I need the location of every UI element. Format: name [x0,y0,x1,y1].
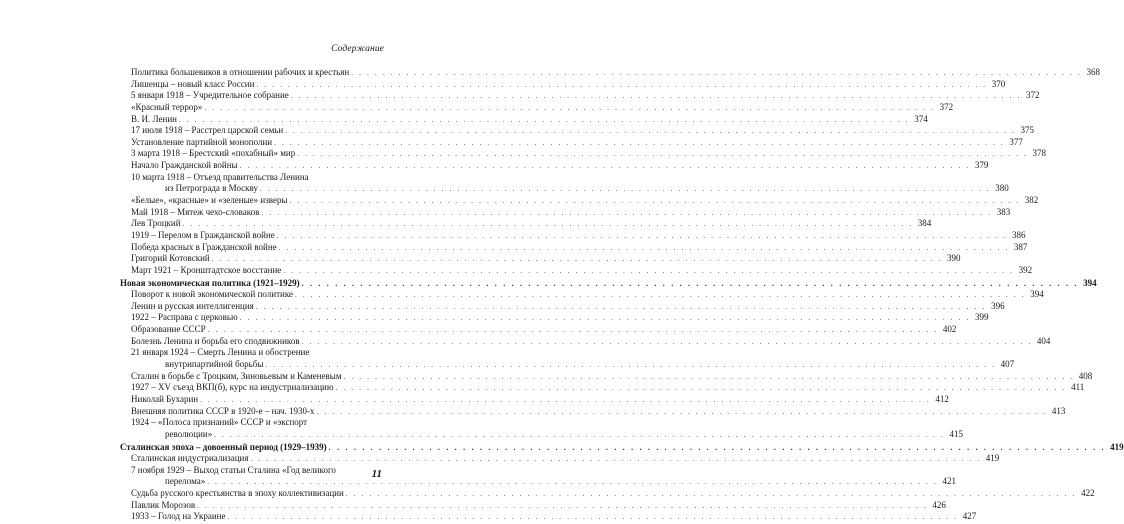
dot-leader [179,115,910,127]
toc-entry [120,229,1026,242]
toc-page-number: 404 [1036,335,1051,346]
toc-entry [120,206,1011,219]
toc-entry-title: из Петрограда в Москву [165,183,258,194]
toc-entry [120,335,1051,348]
toc-entry-title: Победа красных в Гражданской войне [131,241,277,252]
toc-entry-title: Политика большевиков в отношении рабочих и крестьян [131,67,350,77]
toc-page-number: 380 [995,183,1009,194]
toc-page-number: 396 [991,300,1005,311]
toc-entry-title: 1927 – XV съезд ВКП(б), курс на индустриализацию [131,382,334,393]
toc-entry [120,264,1033,277]
toc-page-number: 378 [1032,148,1046,159]
toc-entry-title: Сталинская индустриализация [131,453,249,464]
dot-leader [208,325,939,337]
dot-leader [274,138,1005,150]
toc-entry [120,113,928,126]
toc-page-number: 407 [1000,359,1015,370]
toc-entry-title: Лев Троцкий [131,218,181,229]
toc-entry [120,78,1006,91]
toc-entry [120,370,1093,383]
toc-entry-title: 17 июля 1918 – Расстрел царской семьи [131,125,284,136]
toc-entry [120,347,384,359]
toc-entry [120,101,954,114]
toc-entry-title: «Белые», «красные» и «зеленые» изверы [131,195,288,206]
toc-entry [120,465,384,477]
dot-leader [283,266,1014,278]
dot-leader [261,208,992,220]
toc-page-number: 377 [1009,136,1023,147]
toc-entry-title: «Красный террор» [131,101,203,112]
toc-entry-title: 1924 – «Полоса признаний» СССР и «экспорт [131,417,308,428]
toc-entry [120,289,1044,301]
toc-entry [120,393,949,406]
toc-entry [120,511,977,523]
dot-leader [256,302,987,314]
toc-page-number: 415 [949,428,963,439]
dot-leader [344,372,1075,384]
toc-entry [120,183,1009,195]
toc-entry-title: 21 января 1924 – Смерть Ленина и обострение [131,347,310,358]
toc-entry-title: Поворот к новой экономической политике [131,289,293,300]
toc-entry [120,241,1028,254]
toc-page-number: 394 [1030,289,1044,300]
dot-leader [279,243,1010,255]
dot-leader [204,103,935,115]
dot-leader [351,68,1082,80]
toc-entry-title: перелома» [165,476,206,487]
toc-page-number: 422 [1081,488,1095,499]
dot-leader [302,278,1079,290]
toc-page-number: 419 [985,453,1000,464]
dot-leader [295,290,1026,302]
toc-entry-title: Новая экономическая политика (1921–1929) [120,277,300,288]
toc-entry-title: Николай Бухарин [131,393,199,404]
toc-page-number: 382 [1024,195,1039,206]
dot-leader [212,254,943,266]
toc-page-number: 392 [1018,264,1033,275]
toc-entry [120,324,957,336]
dot-leader [197,501,928,513]
toc-page-number: 383 [996,206,1011,217]
dot-leader [228,512,959,524]
toc-entry-title: Лишенцы – новый класс России [131,78,255,89]
toc-page-number: 372 [939,101,954,112]
toc-entry [120,417,384,429]
toc-entry [120,488,1095,500]
toc-entry-title: Ленин и русская интеллигенция [131,300,254,311]
toc-page-number: 412 [935,393,949,404]
dot-leader [285,126,1016,138]
toc-page-number: 390 [947,253,961,264]
toc-entry [120,300,1005,313]
toc-page-number: 372 [1026,90,1040,101]
toc-entry-title: 5 января 1918 – Учредительное собрание [131,90,289,101]
toc-entry-title: 1933 – Голод на Украине [131,511,226,522]
toc-entry [120,195,1039,207]
dot-leader [277,231,1008,243]
toc-entry [120,499,946,512]
toc-page-number: 379 [974,160,989,171]
toc-entry-title: Образование СССР [131,324,206,335]
running-head: Содержание [331,44,384,54]
dot-leader [240,313,971,325]
toc-entry-title: 3 марта 1918 – Брестский «похабный» мир [131,148,296,159]
toc-entry-title: Сталин в борьбе с Троцким, Зиновьевым и Каменевым [131,370,342,381]
table-of-contents [120,67,1124,523]
toc-page-number: 394 [1083,277,1097,288]
toc-entry [120,67,1100,79]
dot-leader [297,149,1028,161]
toc-page-number: 421 [942,476,957,487]
toc-entry [120,405,1066,418]
toc-entry-title: В. И. Ленин [131,113,177,124]
toc-page-number: 387 [1013,241,1028,252]
toc-entry-title: внутрипартийной борьбы [165,359,264,370]
toc-entry [120,218,932,230]
toc-page-number: 402 [942,324,957,335]
toc-entry [120,253,961,265]
toc-entry-title: 1919 – Перелом в Гражданской войне [131,229,275,240]
dot-leader [251,454,982,466]
toc-page-number: 399 [974,312,989,323]
toc-entry [120,148,1046,160]
toc-entry-title: Болезнь Ленина и борьба его сподвижников [131,335,300,346]
toc-page-number: 375 [1020,125,1034,136]
toc-page-number: 419 [1110,441,1124,452]
toc-entry [120,382,1085,394]
toc-page-number: 413 [1051,405,1066,416]
toc-entry-title: 10 марта 1918 – Отъезд правительства Ленина [131,171,309,182]
dot-leader [317,407,1048,419]
toc-entry-title: Судьба русского крестьянства в эпоху коллективизации [131,488,344,499]
dot-leader [214,430,945,442]
toc-page-number: 370 [991,78,1006,89]
toc-page-number: 386 [1012,229,1026,240]
page-number: 11 [371,468,382,480]
toc-section-heading [120,441,1124,454]
toc-entry [120,90,1040,102]
toc-page-number: 408 [1078,370,1093,381]
toc-page-number: 426 [932,499,946,510]
toc-page-number: 384 [917,218,932,229]
toc-page-number: 374 [914,113,928,124]
toc-entry-title: Март 1921 – Кронштадтское восстание [131,264,282,275]
dot-leader [329,442,1106,454]
toc-entry-title: Внешняя политика СССР в 1920-е – нач. 1930-х [131,405,315,416]
toc-entry [120,428,963,441]
dot-leader [291,91,1022,103]
toc-entry-title: Павлик Морозов [131,499,196,510]
toc-page-number: 368 [1086,67,1100,77]
toc-entry [120,359,1015,371]
dot-leader [256,80,987,92]
toc-entry-title: Начало Гражданской войны [131,160,238,171]
toc-entry [120,312,989,324]
toc-entry-title: Григорий Котовский [131,253,210,264]
toc-entry-title: 1922 – Расправа с церковью [131,312,238,323]
dot-leader [265,360,996,372]
dot-leader [240,161,971,173]
dot-leader [183,219,914,231]
toc-entry [120,136,1023,149]
toc-section-heading [120,277,1097,290]
toc-entry [120,125,1034,137]
toc-entry-title: Установление партийной монополии [131,136,273,147]
toc-entry-title: 7 ноября 1929 – Выход статьи Сталина «Год великого [131,464,336,475]
toc-entry-title: революции» [165,428,213,439]
toc-entry [120,453,1000,465]
dot-leader [290,196,1021,208]
dot-leader [260,184,991,196]
toc-entry-title: Май 1918 – Мятеж чехо-словаков [131,206,260,217]
dot-leader [336,383,1067,395]
toc-entry [120,172,384,184]
toc-page-number: 411 [1071,382,1085,393]
toc-page-number: 427 [962,511,977,522]
dot-leader [302,337,1033,349]
dot-leader [346,489,1077,501]
toc-entry [120,476,957,488]
toc-entry-title: Сталинская эпоха – довоенный период (1929–1939) [120,441,327,452]
toc-entry [120,160,989,172]
